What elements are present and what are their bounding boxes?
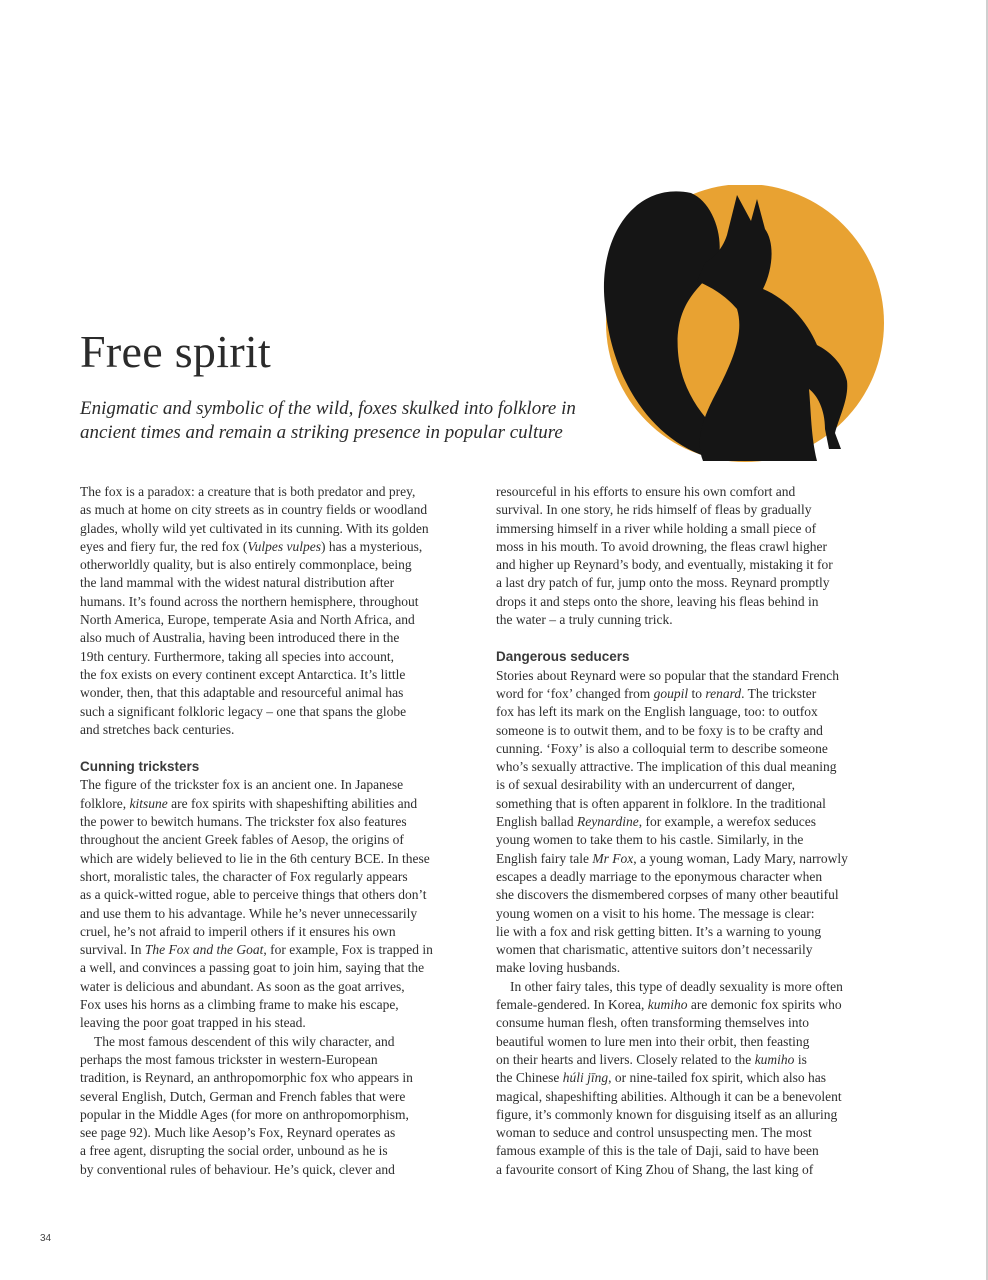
text-line: as a quick-witted rogue, able to perceive things that others don’t bbox=[80, 887, 427, 903]
text-line: English ballad Reynardine, for example, a werefox seduces bbox=[496, 814, 817, 830]
text-line: someone is to outwit them, and to be foxy is to be crafty and bbox=[496, 722, 823, 738]
text-line: by conventional rules of behaviour. He’s quick, clever and bbox=[80, 1161, 395, 1177]
text-line: beautiful women to lure men into their orbit, then feasting bbox=[496, 1033, 810, 1049]
text-line: 19th century. Furthermore, taking all species into account, bbox=[80, 648, 395, 664]
text-line: and higher up Reynard’s body, and eventually, mistaking it for bbox=[496, 557, 833, 573]
text-line: a free agent, disrupting the social order, unbound as he is bbox=[80, 1143, 388, 1159]
text-line: who’s sexually attractive. The implication of this dual meaning bbox=[496, 759, 837, 775]
text-line: see page 92). Much like Aesop’s Fox, Reynard operates as bbox=[80, 1125, 396, 1141]
text-line: survival. In The Fox and the Goat, for example, Fox is trapped in bbox=[80, 942, 433, 958]
text-line: wonder, then, that this adaptable and resourceful animal has bbox=[80, 685, 404, 701]
text-line: a well, and convinces a passing goat to join him, saying that the bbox=[80, 960, 425, 976]
section-heading-dangerous-seducers: Dangerous seducers bbox=[496, 649, 630, 665]
text-line: The most famous descendent of this wily character, and bbox=[94, 1033, 395, 1049]
text-line: she discovers the dismembered corpses of many other beautiful bbox=[496, 887, 839, 903]
text-line: folklore, kitsune are fox spirits with shapeshifting abilities and bbox=[80, 795, 418, 811]
text-line: popular in the Middle Ages (for more on anthropomorphism, bbox=[80, 1106, 409, 1122]
section-heading-cunning-tricksters: Cunning tricksters bbox=[80, 759, 200, 775]
text-line: famous example of this is the tale of Daji, said to have been bbox=[496, 1143, 819, 1159]
text-line: magical, shapeshifting abilities. Although it can be a benevolent bbox=[496, 1088, 842, 1104]
text-line: drops it and steps onto the shore, leaving his fleas behind in bbox=[496, 593, 819, 609]
text-line: fox has left its mark on the English language, too: to outfox bbox=[496, 704, 818, 720]
text-line: a last dry patch of fur, jump onto the moss. Reynard promptly bbox=[496, 575, 830, 591]
text-line: glades, wholly wild yet cultivated in its cunning. With its golden bbox=[80, 520, 429, 536]
text-line: humans. It’s found across the northern hemisphere, throughout bbox=[80, 593, 419, 609]
text-line: immersing himself in a river while holding a small piece of bbox=[496, 520, 817, 536]
text-line: and use them to his advantage. While he’s never unnecessarily bbox=[80, 905, 418, 921]
text-line: survival. In one story, he rids himself of fleas by gradually bbox=[496, 502, 812, 518]
subtitle-line: Enigmatic and symbolic of the wild, foxes skulked into folklore in bbox=[80, 398, 576, 419]
text-line: consume human flesh, often transforming themselves into bbox=[496, 1015, 810, 1031]
text-line: perhaps the most famous trickster in western-European bbox=[80, 1051, 378, 1067]
right-column bbox=[496, 483, 894, 1179]
text-line: leaving the poor goat trapped in his stead. bbox=[80, 1015, 306, 1031]
text-line: throughout the ancient Greek fables of Aesop, the origins of bbox=[80, 832, 404, 848]
text-line: women that charismatic, attentive suitors don’t necessarily bbox=[496, 942, 813, 958]
text-line: the Chinese húli jīng, or nine-tailed fox spirit, which also has bbox=[496, 1070, 826, 1086]
text-line: the water – a truly cunning trick. bbox=[496, 612, 673, 628]
text-line: English fairy tale Mr Fox, a young woman, Lady Mary, narrowly bbox=[496, 850, 848, 866]
text-line: North America, Europe, temperate Asia and North Africa, and bbox=[80, 612, 415, 628]
text-line: which are widely believed to lie in the 6th century BCE. In these bbox=[80, 850, 430, 866]
text-line: on their hearts and livers. Closely related to the kumiho is bbox=[496, 1051, 807, 1067]
body-paragraph bbox=[496, 667, 894, 978]
text-line: Fox uses his horns as a climbing frame to make his escape, bbox=[80, 997, 399, 1013]
left-column bbox=[80, 483, 478, 1179]
text-line: is of sexual desirability with an undercurrent of danger, bbox=[496, 777, 795, 793]
subtitle-line: ancient times and remain a striking presence in popular culture bbox=[80, 422, 563, 443]
text-line: a favourite consort of King Zhou of Shang, the last king of bbox=[496, 1161, 814, 1177]
text-line: also much of Australia, having been introduced there in the bbox=[80, 630, 400, 646]
text-line: short, moralistic tales, the character of Fox regularly appears bbox=[80, 868, 408, 884]
text-line: tradition, is Reynard, an anthropomorphic fox who appears in bbox=[80, 1070, 413, 1086]
body-paragraph bbox=[80, 1033, 478, 1179]
text-line: female-gendered. In Korea, kumiho are demonic fox spirits who bbox=[496, 997, 842, 1013]
text-line: moss in his mouth. To avoid drowning, the fleas crawl higher bbox=[496, 538, 828, 554]
text-line: young women on a visit to his home. The message is clear: bbox=[496, 905, 815, 921]
text-line: escapes a deadly marriage to the eponymous character when bbox=[496, 868, 823, 884]
text-line: the land mammal with the widest natural distribution after bbox=[80, 575, 395, 591]
text-line: young women to take them to his castle. Similarly, in the bbox=[496, 832, 804, 848]
text-line: cruel, he’s not afraid to imperil others if it ensures his own bbox=[80, 923, 396, 939]
intro-paragraph bbox=[80, 483, 478, 739]
text-line: eyes and fiery fur, the red fox (Vulpes vulpes) has a mysterious, bbox=[80, 538, 423, 554]
text-line: The fox is a paradox: a creature that is both predator and prey, bbox=[80, 484, 416, 499]
text-line: woman to seduce and control unsuspecting men. The most bbox=[496, 1125, 812, 1141]
text-line: the power to bewitch humans. The trickster fox also features bbox=[80, 814, 407, 830]
text-line: figure, it’s commonly known for disguising itself as an alluring bbox=[496, 1106, 838, 1122]
text-line: and stretches back centuries. bbox=[80, 721, 235, 737]
text-line: as much at home on city streets as in country fields or woodland bbox=[80, 502, 428, 518]
text-line: make loving husbands. bbox=[496, 960, 621, 976]
page-title: Free spirit bbox=[80, 326, 272, 377]
text-line: otherworldly quality, but is also entirely commonplace, being bbox=[80, 557, 412, 573]
text-line: resourceful in his efforts to ensure his own comfort and bbox=[496, 484, 796, 499]
text-line: In other fairy tales, this type of deadly sexuality is more often bbox=[510, 978, 843, 994]
text-line: word for ‘fox’ changed from goupil to renard. The trickster bbox=[496, 685, 817, 701]
text-line: lie with a fox and risk getting bitten. It’s a warning to young bbox=[496, 923, 822, 939]
text-line: Stories about Reynard were so popular that the standard French bbox=[496, 667, 840, 683]
text-line: cunning. ‘Foxy’ is also a colloquial term to describe someone bbox=[496, 740, 828, 756]
text-line: several English, Dutch, German and French fables that were bbox=[80, 1088, 406, 1104]
text-line: water is delicious and abundant. As soon as the goat arrives, bbox=[80, 978, 405, 994]
text-line: The figure of the trickster fox is an ancient one. In Japanese bbox=[80, 777, 404, 793]
fox-silhouette-icon bbox=[603, 185, 887, 463]
body-paragraph bbox=[80, 776, 478, 1032]
body-paragraph bbox=[496, 978, 894, 1179]
body-paragraph bbox=[496, 483, 894, 629]
text-line: something that is often apparent in folklore. In the traditional bbox=[496, 795, 826, 811]
page-subtitle bbox=[80, 397, 620, 445]
page-number: 34 bbox=[40, 1233, 52, 1244]
text-line: the fox exists on every continent except Antarctica. It’s little bbox=[80, 666, 406, 682]
text-line: such a significant folkloric legacy – one that spans the globe bbox=[80, 703, 407, 719]
